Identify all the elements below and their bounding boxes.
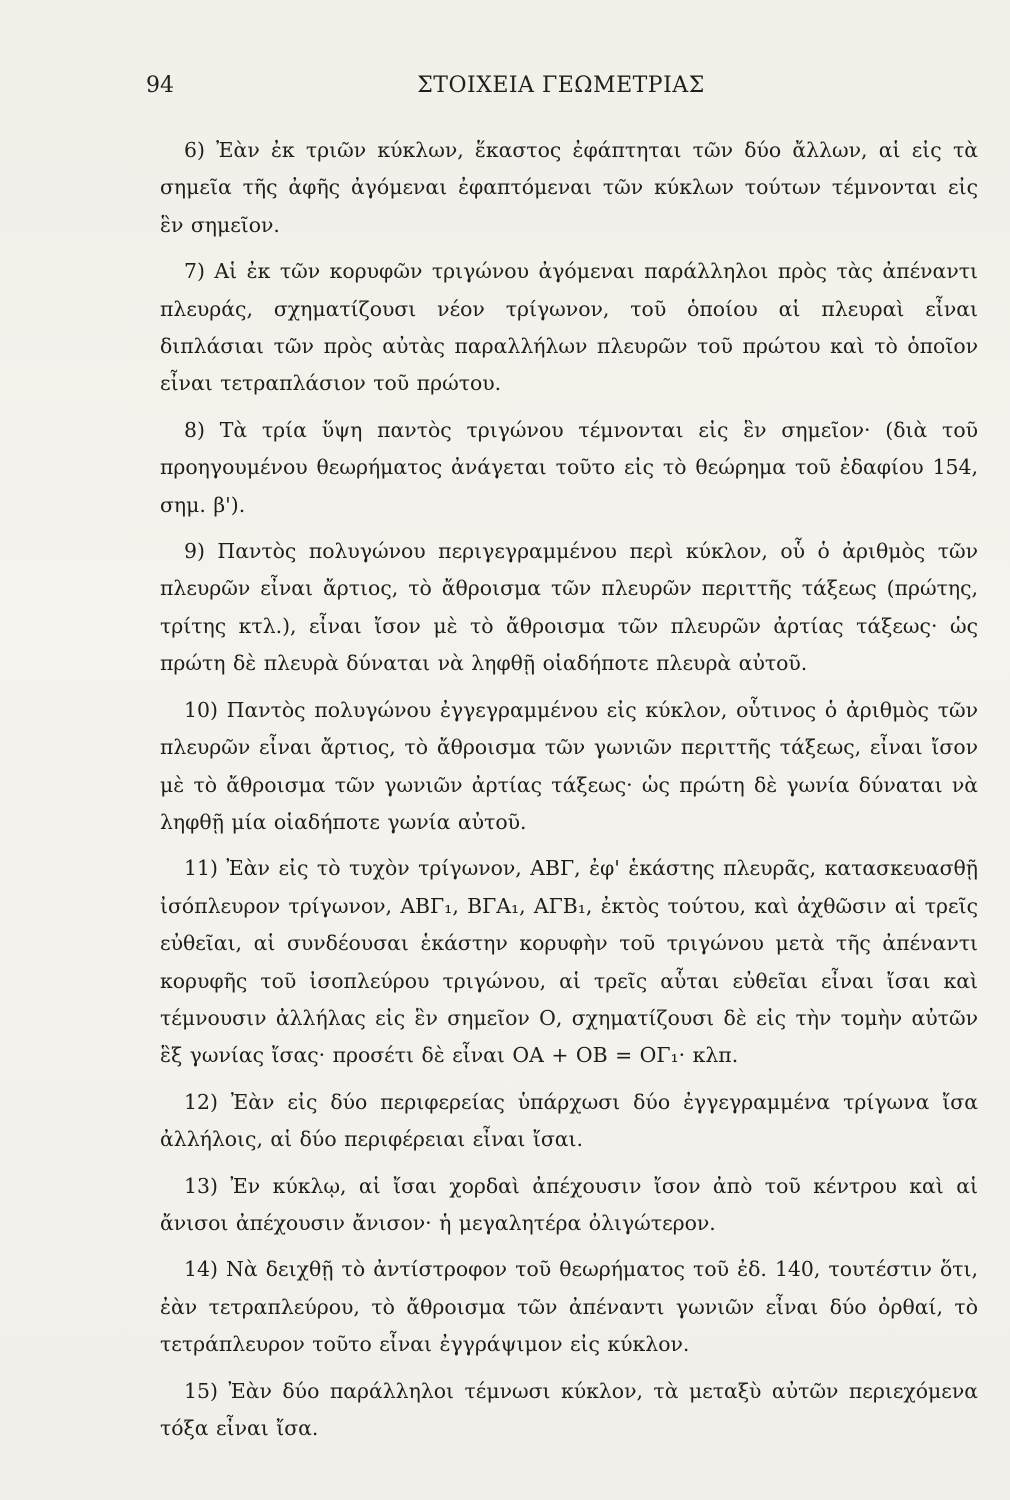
exercise-10: 10) Παντὸς πολυγώνου ἐγγεγραμμένου εἰς κύκλον, οὗτινος ὁ ἀριθμὸς τῶν πλευρῶν εἶναι ἄρτιος, τὸ ἄθροισμα τῶν γωνιῶν περιττῆς τάξεως, εἶναι ἴσον μὲ τὸ ἄθροισμα τῶν γωνιῶν ἀρτίας τάξεως· ὡς πρώτη δὲ γωνία δύναται νὰ ληφθῇ μία οἱαδήποτε γωνία αὐτοῦ. [160,697,978,834]
exercise-12: 12) Ἐὰν εἰς δύο περιφερείας ὑπάρχωσι δύο ἐγγεγραμμένα τρίγωνα ἴσα ἀλλήλοις, αἱ δύο περιφέρειαι εἶναι ἴσαι. [160,1089,978,1152]
exercise-6: 6) Ἐὰν ἐκ τριῶν κύκλων, ἕκαστος ἐφάπτηται τῶν δύο ἄλλων, αἱ εἰς τὰ σημεῖα τῆς ἀφῆς ἀγόμεναι ἐφαπτόμεναι τῶν κύκλων τούτων τέμνονται εἰς ἓν σημεῖον. [160,138,978,237]
exercise-13: 13) Ἐν κύκλῳ, αἱ ἴσαι χορδαὶ ἀπέχουσιν ἴσον ἀπὸ τοῦ κέντρου καὶ αἱ ἄνισοι ἀπέχουσιν ἄνισον· ἡ μεγαλητέρα ὀλιγώτερον. [160,1173,978,1235]
running-title: ΣΤΟΙΧΕΙΑ ΓΕΩΜΕΤΡΙΑΣ [417,73,705,98]
exercise-7: 7) Αἱ ἐκ τῶν κορυφῶν τριγώνου ἀγόμεναι παράλληλοι πρὸς τὰς ἀπέναντι πλευράς, σχηματίζουσι νέον τρίγωνον, τοῦ ὁποίου αἱ πλευραὶ εἶναι διπλάσιαι τῶν πρὸς αὐτὰς παραλλήλων πλευρῶν τοῦ πρώτου καὶ τὸ ὁποῖον εἶναι τετραπλάσιον τοῦ πρώτου. [160,259,978,396]
exercise-15: 15) Ἐὰν δύο παράλληλοι τέμνωσι κύκλον, τὰ μεταξὺ αὐτῶν περιεχόμενα τόξα εἶναι ἴσα. [160,1378,978,1440]
page-header [146,70,976,102]
exercise-11: 11) Ἐὰν εἰς τὸ τυχὸν τρίγωνον, ΑΒΓ, ἐφ' ἑκάστης πλευρᾶς, κατασκευασθῇ ἰσόπλευρον τρίγωνον, ΑΒΓ₁, ΒΓΑ₁, ΑΓΒ₁, ἐκτὸς τούτου, καὶ ἀχθῶσιν αἱ τρεῖς εὐθεῖαι, αἱ συνδέουσαι ἑκάστην κορυφὴν τοῦ τριγώνου μετὰ τῆς ἀπέναντι κορυφῆς τοῦ ἰσοπλεύρου τριγώνου, αἱ τρεῖς αὗται εὐθεῖαι εἶναι ἴσαι καὶ τέμνουσιν ἀλλήλας εἰς ἓν σημεῖον Ο, σχηματίζουσι δὲ εἰς τὴν τομὴν αὐτῶν ἓξ γωνίας ἴσας· προσέτι δὲ εἶναι ΟΑ + ΟΒ = ΟΓ₁· κλπ. [160,856,978,1068]
page-number: 94 [146,73,174,98]
exercise-14: 14) Νὰ δειχθῇ τὸ ἀντίστροφον τοῦ θεωρήματος τοῦ ἐδ. 140, τουτέστιν ὅτι, ἐὰν τετραπλεύρου, τὸ ἄθροισμα τῶν ἀπέναντι γωνιῶν εἶναι δύο ὀρθαί, τὸ τετράπλευρον τοῦτο εἶναι ἐγγράψιμον εἰς κύκλον. [160,1257,978,1357]
exercise-8: 8) Τὰ τρία ὕψη παντὸς τριγώνου τέμνονται εἰς ἓν σημεῖον· (διὰ τοῦ προηγουμένου θεωρήματος ἀνάγεται τοῦτο εἰς τὸ θεώρημα τοῦ ἐδαφίου 154, σημ. β'). [160,417,978,517]
exercise-list [160,132,978,1456]
exercise-9: 9) Παντὸς πολυγώνου περιγεγραμμένου περὶ κύκλον, οὗ ὁ ἀριθμὸς τῶν πλευρῶν εἶναι ἄρτιος, τὸ ἄθροισμα τῶν πλευρῶν περιττῆς τάξεως (πρώτης, τρίτης κτλ.), εἶναι ἴσον μὲ τὸ ἄθροισμα τῶν πλευρῶν ἀρτίας τάξεως· ὡς πρώτη δὲ πλευρὰ δύναται νὰ ληφθῇ οἱαδήποτε πλευρὰ αὐτοῦ. [160,539,978,676]
